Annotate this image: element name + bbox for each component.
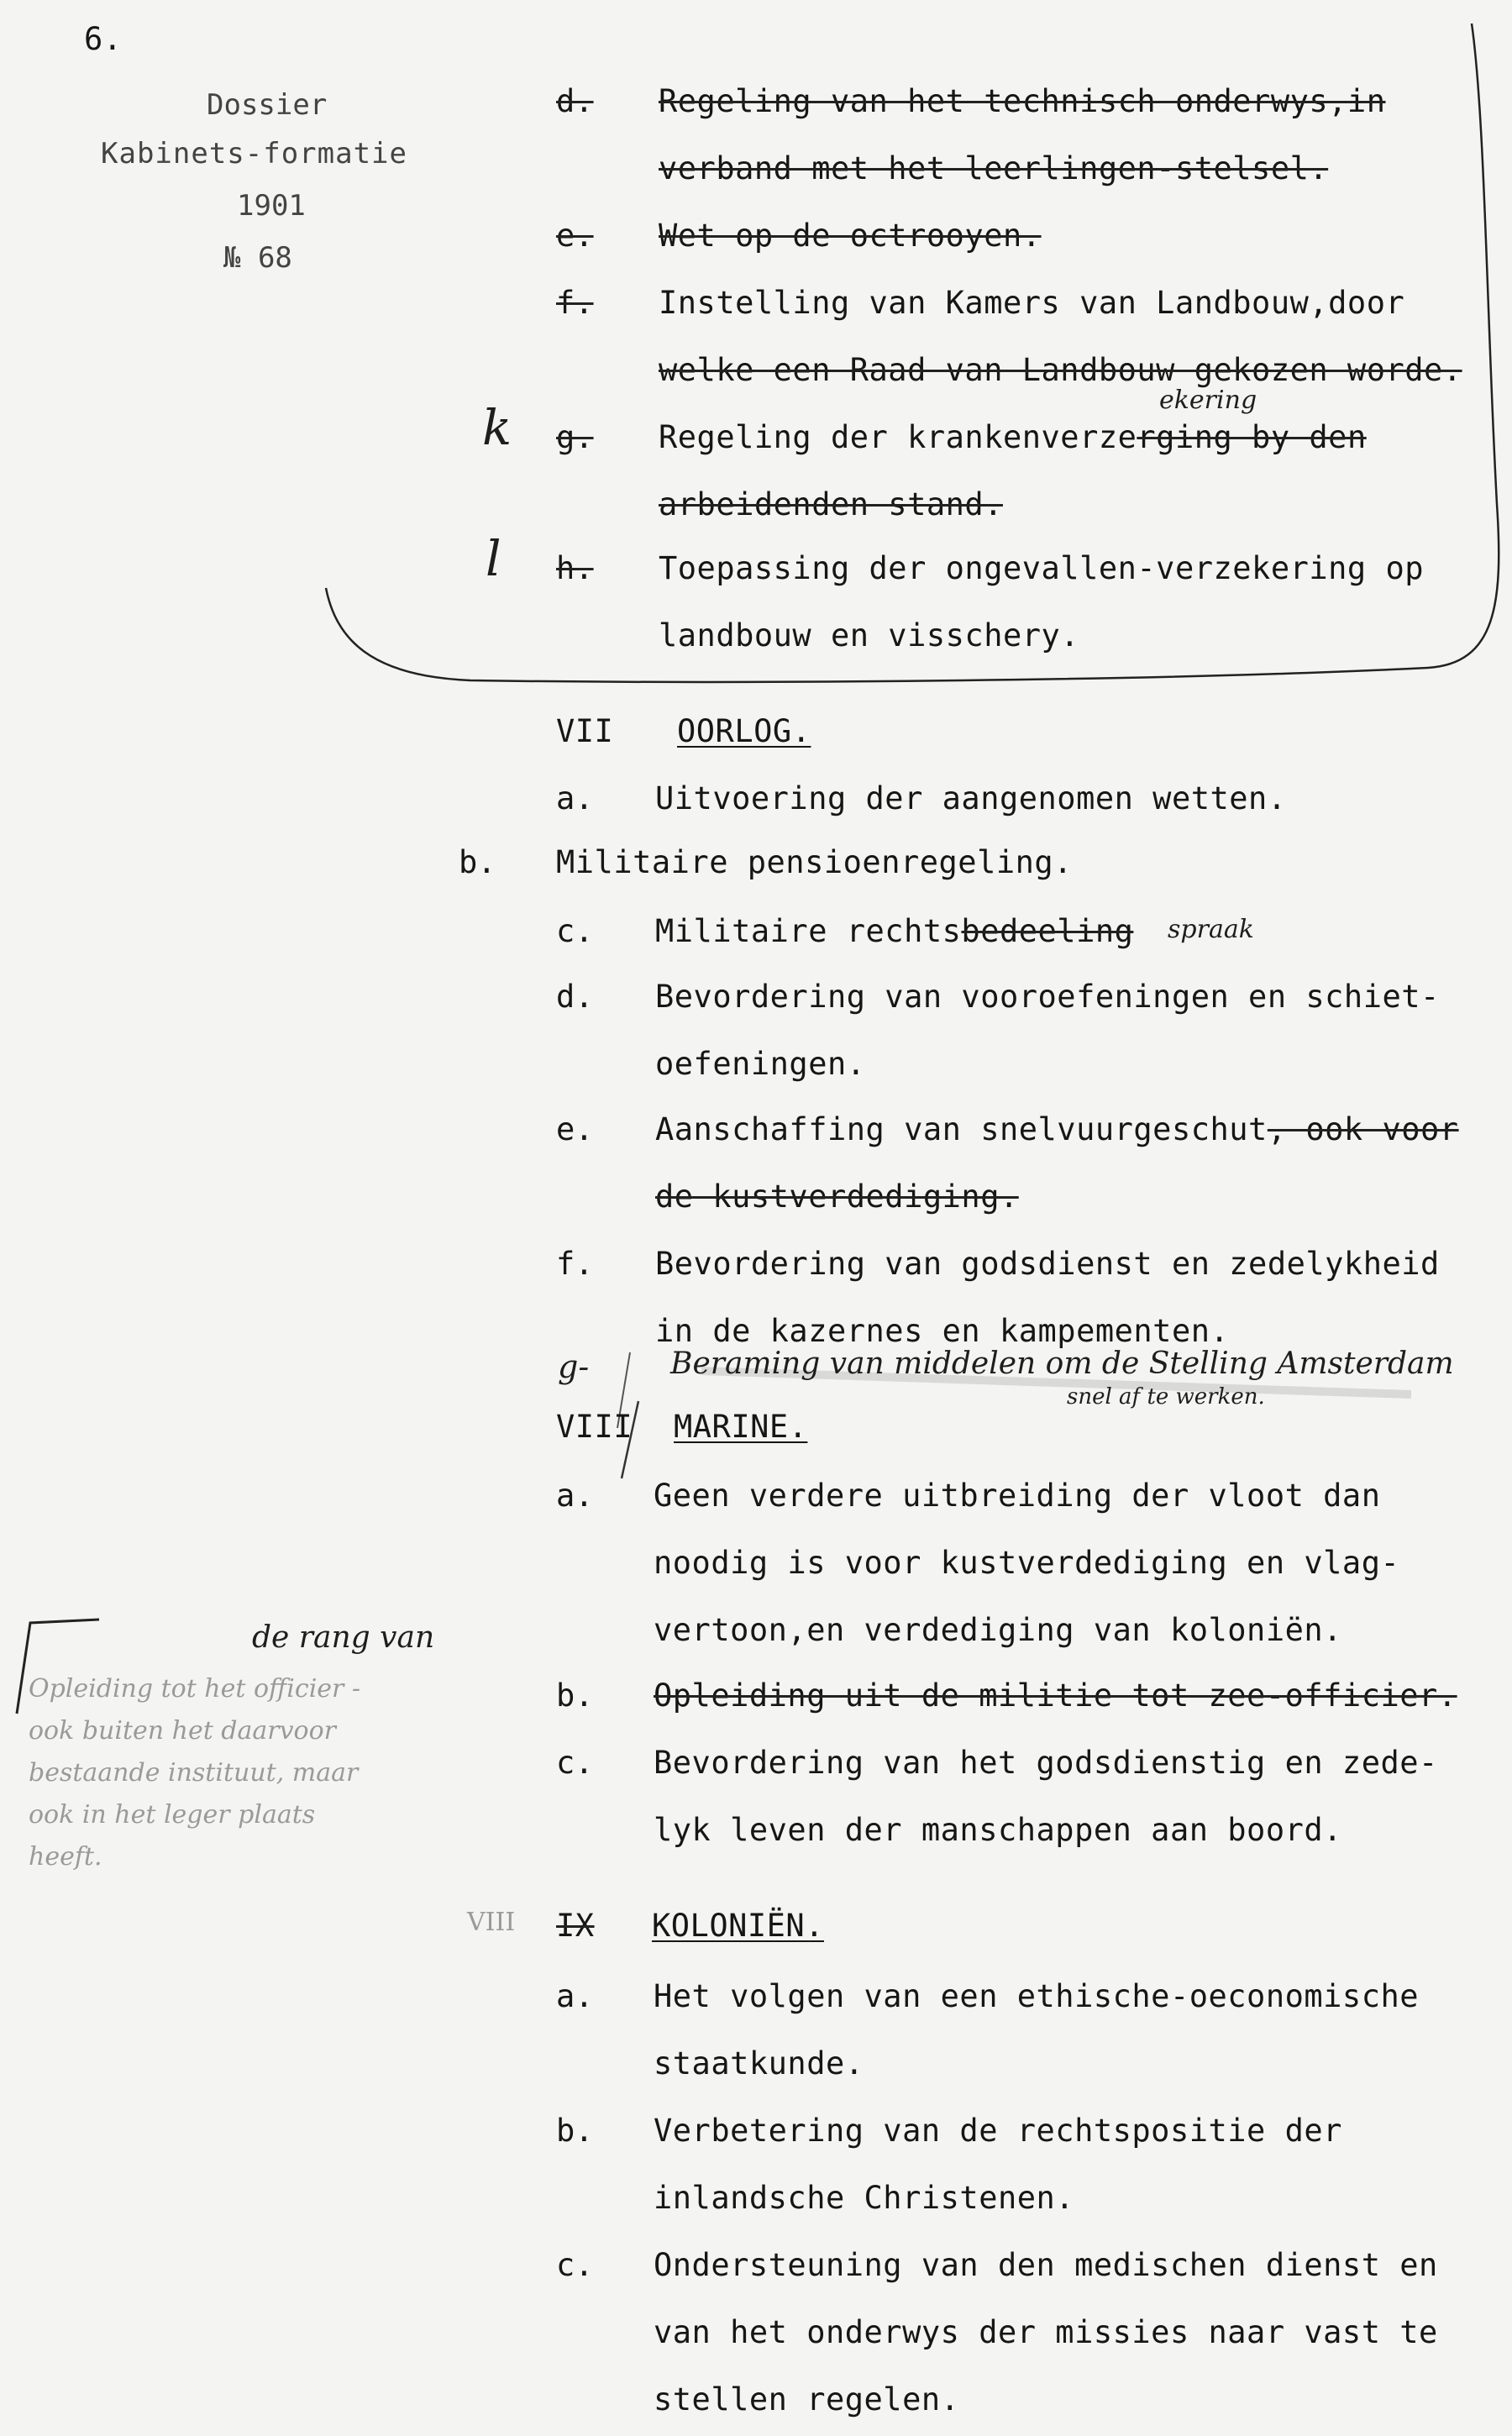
item-label-d: d. xyxy=(556,979,594,1015)
pencil-section-numeral: VIII xyxy=(467,1908,516,1937)
item-f-line2: in de kazernes en kampementen. xyxy=(655,1313,1230,1349)
handwritten-item-g-line2: snel af te werken. xyxy=(1067,1384,1265,1410)
item-label-f: f. xyxy=(556,1246,594,1282)
section-title-marine: MARINE. xyxy=(674,1409,808,1445)
item-label-b: b. xyxy=(459,844,496,880)
item-d-line1: Bevordering van vooroefeningen en schiet- xyxy=(655,979,1440,1015)
item-a-line2: noodig is voor kustverdediging en vlag- xyxy=(654,1545,1400,1581)
item-d-line2: verband met het leerlingen-stelsel. xyxy=(659,150,1329,186)
item-label-g: g. xyxy=(556,419,594,455)
handwritten-label-k: k xyxy=(482,399,512,456)
pencil-margin-note-line2: ook buiten het daarvoor xyxy=(29,1716,337,1746)
stamp-dossier: Dossier xyxy=(207,88,328,122)
handwritten-margin-note: de rang van xyxy=(252,1620,435,1655)
item-c-line2: lyk leven der manschappen aan boord. xyxy=(654,1812,1342,1848)
item-d-line1: Regeling van het technisch onderwys,in xyxy=(659,83,1386,119)
item-b-text: Opleiding uit de militie tot zee-officier. xyxy=(654,1677,1457,1714)
item-label-f: f. xyxy=(556,285,594,321)
stamp-year: 1901 xyxy=(237,189,306,223)
item-label-c: c. xyxy=(556,2247,594,2283)
section-title-oorlog: OORLOG. xyxy=(677,713,811,749)
item-label-c: c. xyxy=(556,1745,594,1781)
item-f-line1: Bevordering van godsdienst en zedelykheid xyxy=(655,1246,1440,1282)
item-label-e: e. xyxy=(556,218,594,254)
pencil-margin-note-line4: ook in het leger plaats xyxy=(29,1800,316,1830)
item-b-line2: inlandsche Christenen. xyxy=(654,2180,1075,2216)
item-a-line1: Geen verdere uitbreiding der vloot dan xyxy=(654,1478,1381,1514)
item-label-a: a. xyxy=(556,780,594,816)
pencil-margin-note-line3: bestaande instituut, maar xyxy=(29,1758,359,1788)
item-label-a: a. xyxy=(556,1978,594,2014)
section-title-kolonien: KOLONIËN. xyxy=(652,1908,824,1944)
handwritten-insert-spraak: spraak xyxy=(1168,915,1254,944)
item-a-line3: vertoon,en verdediging van koloniën. xyxy=(654,1612,1342,1648)
stamp-kabinets-formatie: Kabinets-formatie xyxy=(101,137,407,171)
handwritten-label-g: g- xyxy=(558,1348,590,1385)
item-a-line1: Het volgen van een ethische-oeconomische xyxy=(654,1978,1420,2014)
item-c-line1: Ondersteuning van den medischen dienst en xyxy=(654,2247,1438,2283)
pencil-margin-note-line1: Opleiding tot het officier - xyxy=(29,1674,361,1704)
item-e-line1: Aanschaffing van snelvuurgeschut, ook voor xyxy=(655,1111,1459,1147)
stamp-number: № 68 xyxy=(223,241,292,275)
item-h-line2: landbouw en visschery. xyxy=(659,617,1080,654)
item-g-line2: arbeidenden stand. xyxy=(659,486,1003,522)
item-e-line2: de kustverdediging. xyxy=(655,1179,1019,1215)
item-label-h: h. xyxy=(556,550,594,586)
item-c-text: Militaire rechtsbedeeling xyxy=(655,913,1134,949)
item-f-line1: Instelling van Kamers van Landbouw,door xyxy=(659,285,1405,321)
item-c-line1: Bevordering van het godsdienstig en zede- xyxy=(654,1745,1438,1781)
section-numeral-viii: VIII xyxy=(556,1409,633,1445)
item-g-line1: Regeling der krankenverzerging by den xyxy=(659,419,1367,455)
item-label-c: c. xyxy=(556,913,594,949)
item-label-e: e. xyxy=(556,1111,594,1147)
item-h-line1: Toepassing der ongevallen-verzekering op xyxy=(659,550,1425,586)
pencil-margin-note-line5: heeft. xyxy=(29,1842,102,1872)
item-a-text: Uitvoering der aangenomen wetten. xyxy=(655,780,1287,816)
section-numeral-vii: VII xyxy=(556,713,614,749)
item-b-text: Militaire pensioenregeling. xyxy=(556,844,1073,880)
handwritten-insert-ekering: ekering xyxy=(1159,386,1257,415)
handwritten-item-g-line1: Beraming van middelen om de Stelling Amsterdam xyxy=(670,1347,1454,1381)
item-d-line2: oefeningen. xyxy=(655,1046,866,1082)
item-b-line1: Verbetering van de rechtspositie der xyxy=(654,2113,1342,2149)
item-c-line3: stellen regelen. xyxy=(654,2381,960,2418)
item-label-b: b. xyxy=(556,1677,594,1714)
handwritten-label-l: l xyxy=(486,530,501,587)
item-a-line2: staatkunde. xyxy=(654,2045,864,2082)
item-f-line2: welke een Raad van Landbouw gekozen worde. xyxy=(659,352,1462,388)
item-label-b: b. xyxy=(556,2113,594,2149)
section-numeral-ix: IX xyxy=(556,1908,595,1944)
item-e-line1: Wet op de octrooyen. xyxy=(659,218,1042,254)
item-c-line2: van het onderwys der missies naar vast te xyxy=(654,2314,1438,2350)
item-label-a: a. xyxy=(556,1478,594,1514)
page-number: 6. xyxy=(84,21,123,57)
item-label-d: d. xyxy=(556,83,594,119)
